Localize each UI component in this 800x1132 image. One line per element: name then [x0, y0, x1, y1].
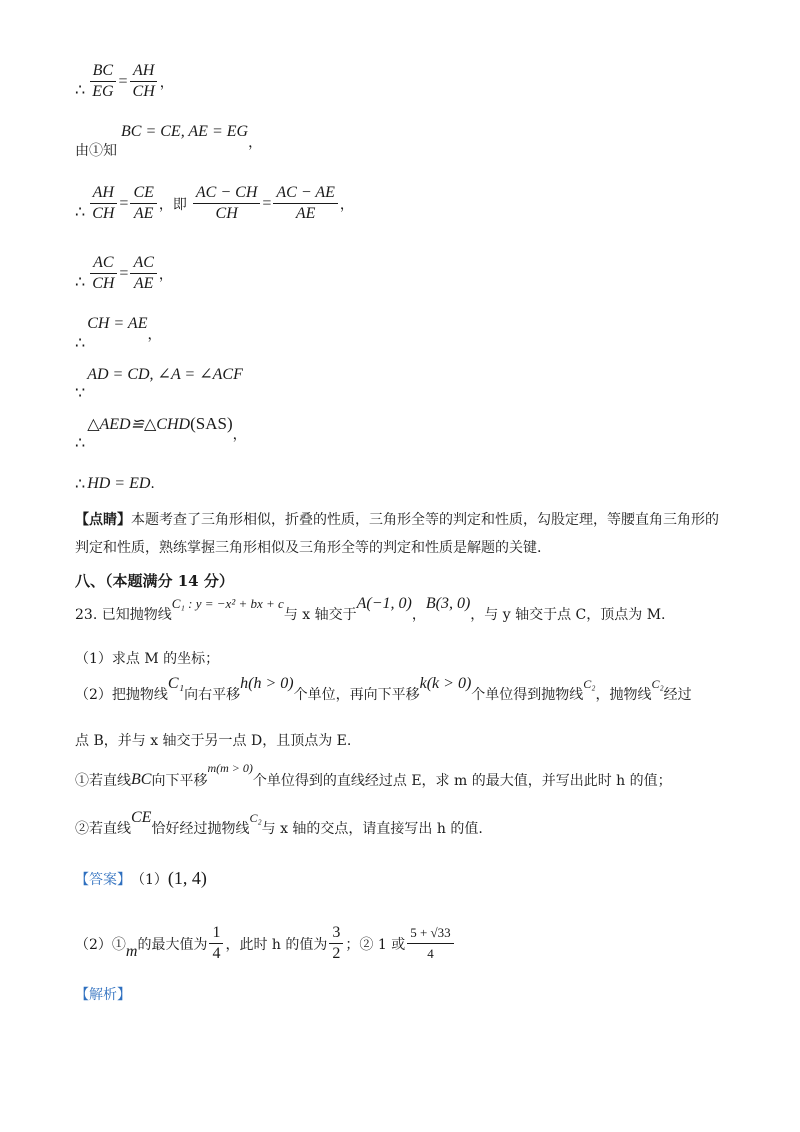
line-hd-eq-ed: [75, 474, 155, 493]
sas-label: (SAS): [190, 414, 233, 433]
punctuation: .: [150, 475, 155, 492]
therefore-symbol: ∴: [75, 202, 86, 221]
question-text: 向右平移: [184, 687, 241, 703]
answer-part-label: （1）: [131, 871, 168, 888]
denominator: AE: [133, 275, 154, 292]
answer-text: ；② 1 或: [345, 936, 406, 953]
dianjing-label: 【点睛】: [75, 512, 131, 528]
congruence-statement: △AED≌△CHD: [87, 416, 191, 433]
answer-label: 【答案】: [75, 871, 131, 888]
numerator: AH: [90, 184, 117, 204]
fraction-ac-ch: [193, 184, 260, 223]
therefore-symbol: ∴: [75, 272, 86, 291]
numerator: AC − CH: [193, 184, 260, 204]
denominator: CH: [92, 275, 115, 292]
question-text: ①若直线: [75, 773, 131, 789]
therefore-symbol: ∴: [75, 332, 86, 352]
h-condition: h(h > 0): [240, 675, 294, 692]
problem-text: 23. 已知抛物线: [75, 607, 172, 623]
answer-1: [75, 868, 207, 889]
question-2-cont: 点 B，并与 x 轴交于另一点 D，且顶点为 E.: [75, 733, 352, 749]
answer-1-value: (1, 4): [167, 868, 207, 888]
denominator: 4: [427, 946, 434, 961]
because-symbol: ∵: [75, 382, 86, 402]
line-ratio-ac-ch: [75, 254, 173, 293]
question-text: 向下平移: [151, 773, 208, 789]
problem-statement: [75, 595, 666, 624]
m-condition: m(m > 0): [207, 760, 253, 775]
fraction-ah-ch: [130, 62, 158, 101]
from-label: 由①知: [75, 143, 117, 159]
line-from-1: [75, 123, 263, 159]
question-text: 个单位，再向下平移: [293, 687, 420, 703]
answer-part-label: （2）①: [75, 936, 126, 953]
equation-bc-ce: BC = CE, AE = EG: [121, 123, 249, 140]
question-text: 与 x 轴的交点，请直接写出 h 的值.: [261, 821, 483, 837]
answer-text: 的最大值为: [137, 936, 208, 953]
fraction-ah-ch: [89, 184, 117, 223]
question-1: （1）求点 M 的坐标；: [75, 651, 220, 667]
numerator: AC: [90, 254, 116, 274]
ji-label: ，即: [158, 196, 187, 213]
punctuation: ，: [232, 427, 247, 443]
fraction-one-quarter: [209, 924, 223, 963]
fraction-ac-ae: [273, 184, 338, 223]
denominator: CH: [132, 83, 155, 100]
question-text: ，抛物线: [595, 687, 652, 703]
numerator: 1: [209, 924, 223, 944]
question-text: 个单位得到的直线经过点 E，求 m 的最大值，并写出此时 h 的值；: [252, 773, 672, 789]
fraction-ac-ch: [89, 254, 117, 293]
parabola-c1-equation: C₁ : y = −x² + bx + c: [171, 596, 284, 611]
question-2-part-1: [75, 760, 672, 790]
equals-sign: =: [119, 264, 129, 282]
equation-hd-ed: HD = ED: [87, 474, 151, 492]
therefore-symbol: ∴: [75, 474, 86, 493]
numerator: AC: [130, 254, 156, 274]
numerator: AH: [130, 62, 157, 82]
punctuation: ，: [147, 327, 162, 343]
therefore-symbol: ∴: [75, 80, 86, 99]
line-ch-eq-ae: [75, 315, 162, 352]
equals-sign: =: [118, 72, 128, 90]
numerator: 3: [329, 924, 343, 944]
fraction-ce-ae: [130, 184, 156, 223]
c2-symbol: C₂: [651, 676, 664, 691]
k-condition: k(k > 0): [419, 675, 472, 692]
question-text: （2）把抛物线: [75, 687, 168, 703]
c1-symbol: C₁: [167, 675, 185, 692]
c2-symbol: C₂: [583, 676, 596, 691]
question-2: [75, 675, 692, 704]
punctuation: ，: [159, 74, 174, 91]
numerator: BC: [90, 62, 116, 82]
question-2-part-2: [75, 809, 483, 838]
question-text: 个单位得到抛物线: [471, 687, 584, 703]
line-ratio-bc-eg: [75, 62, 174, 101]
punctuation: ，: [411, 607, 426, 623]
denominator: AE: [295, 205, 316, 222]
fraction-three-halves: [329, 924, 343, 963]
equals-sign: =: [119, 194, 129, 212]
denominator: AE: [133, 205, 154, 222]
equation-ch-ae: CH = AE: [87, 315, 148, 332]
numerator: 5 + √33: [407, 924, 453, 944]
problem-text: 与 x 轴交于: [283, 607, 357, 623]
punctuation: ，: [339, 196, 354, 213]
line-because: [75, 366, 243, 402]
dianjing-text: 本题考查了三角形相似，折叠的性质，三角形全等的判定和性质，勾股定理，等腰直角三角形的判定和性质，熟练掌握三角形相似及三角形全等的判定和性质是解题的关键.: [75, 512, 719, 556]
analysis-label: 【解析】: [75, 987, 131, 1003]
line-ce: CE: [131, 809, 152, 826]
line-congruent: [75, 414, 247, 452]
answer-text: ，此时 h 的值为: [225, 936, 328, 953]
numerator: CE: [130, 184, 156, 204]
punctuation: ，: [158, 266, 173, 283]
point-b: B(3, 0): [425, 595, 471, 612]
line-ratio-ah-ch: [75, 184, 354, 223]
question-text: ②若直线: [75, 821, 131, 837]
equals-sign: =: [262, 194, 272, 212]
question-text: 经过: [663, 687, 692, 703]
c2-symbol: C₂: [249, 810, 262, 825]
denominator: CH: [92, 205, 115, 222]
fraction-sqrt33: [407, 924, 453, 963]
question-text: 恰好经过抛物线: [151, 821, 250, 837]
section-heading: 八、（本题满分 14 分）: [75, 572, 234, 590]
dianjing-paragraph: [75, 506, 725, 562]
answer-2: [75, 924, 456, 963]
denominator: EG: [92, 83, 114, 100]
fraction-bc-eg: [89, 62, 116, 101]
denominator: 4: [212, 945, 221, 962]
problem-text: ，与 y 轴交于点 C，顶点为 M.: [470, 607, 666, 623]
equation-ad-cd: AD = CD, ∠A = ∠ACF: [87, 366, 243, 383]
point-a: A(−1, 0): [356, 595, 412, 612]
therefore-symbol: ∴: [75, 432, 86, 452]
punctuation: ，: [248, 135, 263, 151]
fraction-ac-ae: [130, 254, 156, 293]
denominator: 2: [332, 945, 341, 962]
numerator: AC − AE: [273, 184, 338, 204]
m-variable: m: [125, 942, 138, 960]
line-bc: BC: [131, 771, 152, 788]
denominator: CH: [215, 205, 238, 222]
